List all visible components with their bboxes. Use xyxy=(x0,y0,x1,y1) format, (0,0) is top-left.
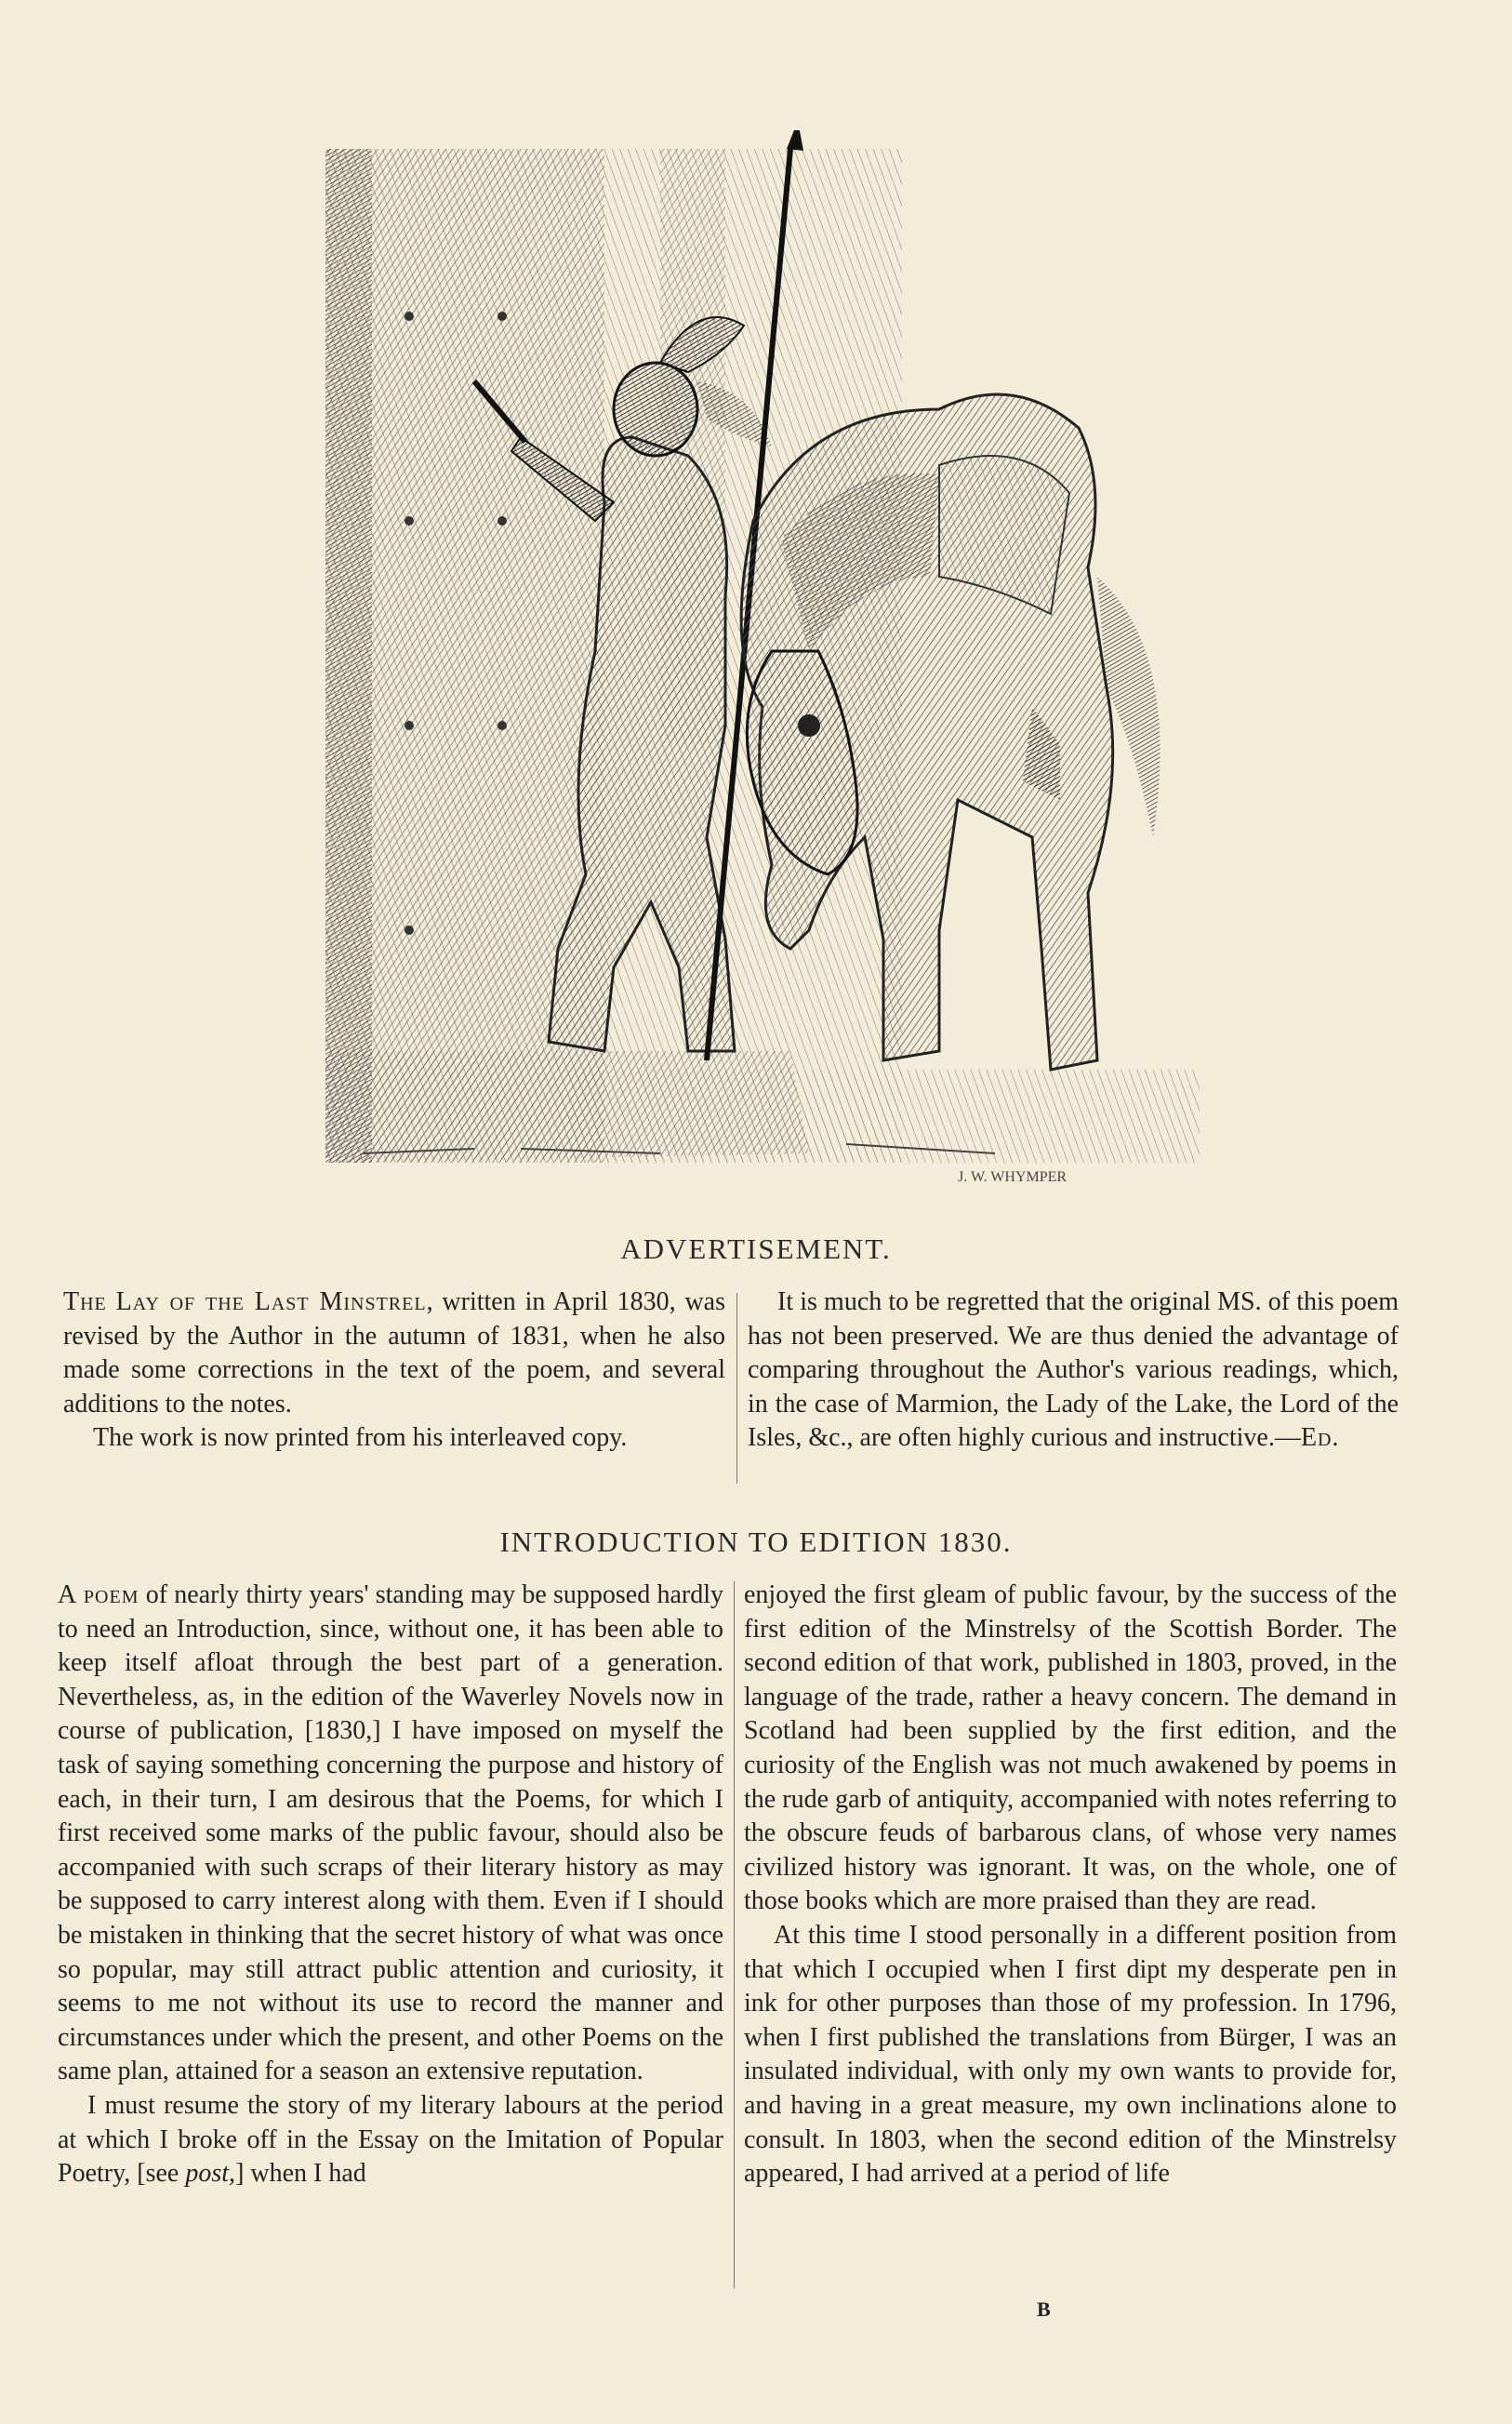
advertisement-left-column xyxy=(63,1285,725,1456)
introduction-paragraph-1-text: of nearly thirty years' standing may be supposed hardly to need an Introduction, since, without one, it has been able to keep itself afloat through the best part of a generation. Nevertheless, as, in the edition of the Waverley Novels now in course of publication, [1830,] I have imposed on myself the task of saying something concerning the purpose and history of each, in their turn, I am desirous that the Poems, for which I first received some marks of the public favour, should also be accompanied with such scraps of their literary history as may be supposed to carry interest along with them. Even if I should be mistaken in thinking that the secret history of what was once so popular, may still attract public attention and curiosity, it seems to me not without its use to record the manner and circumstances under which the present, and other Poems on the same plan, attained for a season an extensive reputation. xyxy=(58,1580,723,2086)
introduction-paragraph-2 xyxy=(58,2089,723,2191)
introduction-paragraph-4: At this time I stood personally in a different position from that which I occupied when I first dipt my desperate pen in ink for other purposes than those of my profession. In 1796, when I first published the translations from Bürger, I was an insulated individual, with only my own wants to provide for, and having in a great measure, my own inclinations alone to consult. In 1803, when the second edition of the Minstrelsy appeared, I had arrived at a period of life xyxy=(744,1920,1397,2189)
advertisement-paragraph-3 xyxy=(748,1285,1399,1456)
signature-mark: B xyxy=(1037,2297,1051,2321)
introduction-paragraph-1 xyxy=(58,1578,723,2089)
introduction-right-column xyxy=(744,1578,1397,2191)
advertisement-paragraph-1 xyxy=(63,1285,725,1421)
introduction-heading: INTRODUCTION TO EDITION 1830. xyxy=(499,1525,1013,1558)
introduction-paragraph-2-text-b: ] when I had xyxy=(235,2159,366,2189)
introduction-left-column xyxy=(58,1578,723,2191)
introduction-paragraph-2-italic: post, xyxy=(185,2159,236,2189)
advertisement-paragraph-3-text: It is much to be regretted that the original MS. of this poem has not been preserved. We are thus denied the advantage of comparing throughout the Author's various readings, which, in the case of Marmion, the Lady of the Lake, the Lord of the Isles, &c., are often highly curious and instructive.— xyxy=(748,1287,1399,1453)
engraver-signature: J. W. WHYMPER xyxy=(958,1169,1068,1185)
introduction-paragraph-3: enjoyed the first gleam of public favour, by the success of the first edition of the Minstrelsy of the Scottish Border. The second edition of that work, published in 1803, proved, in the language of the trade, rather a heavy concern. The demand in Scotland had been supplied by the first edition, and the curiosity of the English was not much awakened by poems in the rude garb of antiquity, accompanied with notes referring to the obscure feuds of barbarous clans, of whose very names civilized history was ignorant. It was, on the whole, one of those books which are more praised than they are read. xyxy=(744,1580,1397,1916)
introduction-paragraph-2-text-a: I must resume the story of my literary labours at the period at which I broke off in the Essay on the Imitation of Popular Poetry, [see xyxy=(58,2090,723,2189)
advertisement-heading: ADVERTISEMENT. xyxy=(620,1232,892,1265)
advertisement-lead: The xyxy=(63,1287,107,1316)
advertisement-right-column xyxy=(748,1285,1399,1456)
editor-signature: Ed. xyxy=(1300,1423,1340,1453)
column-divider xyxy=(736,1293,737,1484)
column-divider xyxy=(734,1581,735,2288)
poem-title: Lay of the Last Minstrel xyxy=(115,1287,427,1316)
advertisement-paragraph-1-text: , written in April 1830, was revised by the Author in the autumn of 1831, when he also made some corrections in the text of the poem, and several additions to the notes. xyxy=(63,1287,725,1418)
advertisement-paragraph-2: The work is now printed from his interleaved copy. xyxy=(93,1423,628,1453)
introduction-lead: A poem xyxy=(58,1580,139,1609)
knight-and-horse-engraving-icon xyxy=(288,130,1209,1200)
